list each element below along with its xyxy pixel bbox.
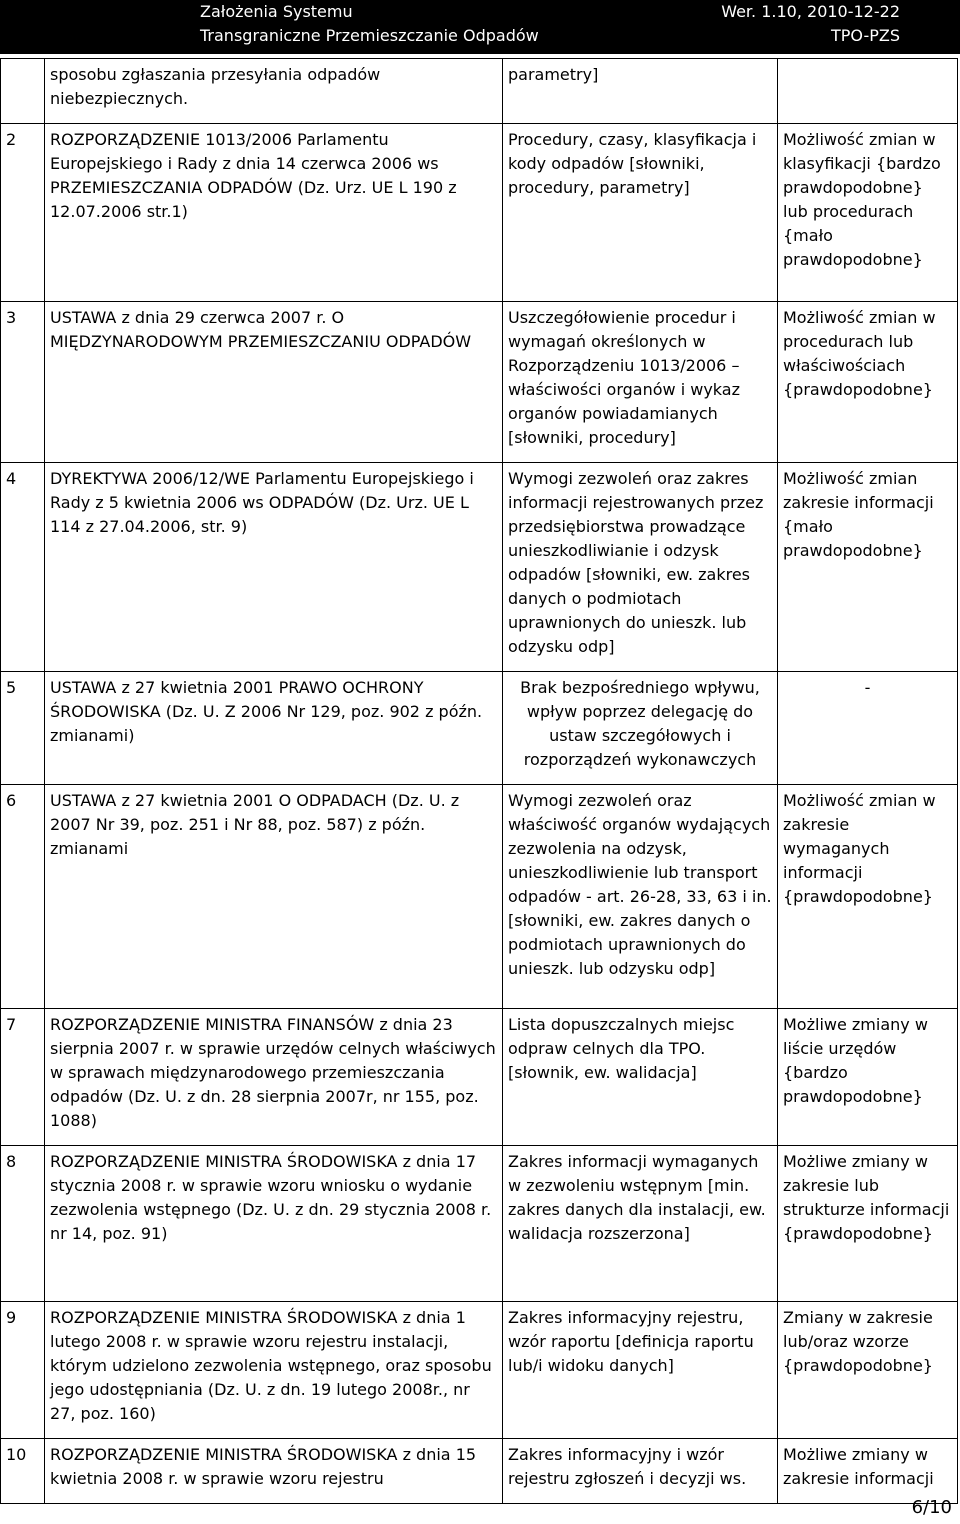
change-likelihood: Możliwość zmian w procedurach lub właściwościach {prawdopodobne} — [778, 302, 958, 463]
change-likelihood: Możliwość zmian w zakresie wymaganych informacji {prawdopodobne} — [778, 785, 958, 1009]
system-impact-description: Procedury, czasy, klasyfikacja i kody odpadów [słowniki, procedury, parametry] — [503, 124, 778, 302]
row-number — [1, 59, 45, 124]
change-likelihood: Możliwe zmiany w liście urzędów {bardzo prawdopodobne} — [778, 1009, 958, 1146]
change-likelihood: Możliwość zmian zakresie informacji {mało prawdopodobne} — [778, 463, 958, 672]
table-row — [1, 463, 958, 672]
system-impact-description: Wymogi zezwoleń oraz właściwość organów wydających zezwolenia na odzysk, unieszkodliwienie lub transport odpadów - art. 26-28, 33, 63 i in. [słowniki, ew. zakres danych o podmiotach uprawnionych do unieszk. lub odzysku odp] — [503, 785, 778, 1009]
legal-act: ROZPORZĄDZENIE MINISTRA ŚRODOWISKA z dnia 15 kwietnia 2008 r. w sprawie wzoru rejestru — [45, 1439, 503, 1504]
document-version: Wer. 1.10, 2010-12-22 — [721, 2, 900, 21]
page-header — [0, 0, 960, 54]
system-impact-description: Wymogi zezwoleń oraz zakres informacji rejestrowanych przez przedsiębiorstwa prowadzące unieszkodliwianie i odzysk odpadów [słowniki, ew. zakres danych o podmiotach uprawnionych do unieszk. lub odzysku odp] — [503, 463, 778, 672]
table-row — [1, 672, 958, 785]
system-impact-description: Uszczegółowienie procedur i wymagań określonych w Rozporządzeniu 1013/2006 – właściwości organów i wykaz organów powiadamianych [słowniki, procedury] — [503, 302, 778, 463]
system-impact-description: Zakres informacyjny i wzór rejestru zgłoszeń i decyzji ws. — [503, 1439, 778, 1504]
change-likelihood: - — [778, 672, 958, 785]
change-likelihood: Możliwe zmiany w zakresie lub strukturze informacji {prawdopodobne} — [778, 1146, 958, 1302]
system-impact-description: parametry] — [503, 59, 778, 124]
document-code: TPO-PZS — [831, 26, 900, 45]
system-impact-description: Lista dopuszczalnych miejsc odpraw celnych dla TPO. [słownik, ew. walidacja] — [503, 1009, 778, 1146]
legal-act: ROZPORZĄDZENIE MINISTRA ŚRODOWISKA z dnia 17 stycznia 2008 r. w sprawie wzoru wniosku o wydanie zezwolenia wstępnego (Dz. U. z dn. 29 stycznia 2008 r. nr 14, poz. 91) — [45, 1146, 503, 1302]
row-number: 4 — [1, 463, 45, 672]
table-row — [1, 1009, 958, 1146]
system-impact-description: Zakres informacji wymaganych w zezwoleniu wstępnym [min. zakres danych dla instalacji, ew. walidacja rozszerzona] — [503, 1146, 778, 1302]
table-row — [1, 124, 958, 302]
table-row — [1, 302, 958, 463]
table-row — [1, 1439, 958, 1504]
legal-act: DYREKTYWA 2006/12/WE Parlamentu Europejskiego i Rady z 5 kwietnia 2006 ws ODPADÓW (Dz. Urz. UE L 114 z 27.04.2006, str. 9) — [45, 463, 503, 672]
row-number: 9 — [1, 1302, 45, 1439]
table-row — [1, 785, 958, 1009]
change-likelihood: Możliwe zmiany w zakresie informacji — [778, 1439, 958, 1504]
change-likelihood: Możliwość zmian w klasyfikacji {bardzo prawdopodobne} lub procedurach {mało prawdopodobne} — [778, 124, 958, 302]
table-row — [1, 1302, 958, 1439]
system-impact-description: Zakres informacyjny rejestru, wzór raportu [definicja raportu lub/i widoku danych] — [503, 1302, 778, 1439]
legal-act: USTAWA z 27 kwietnia 2001 O ODPADACH (Dz. U. z 2007 Nr 39, poz. 251 i Nr 88, poz. 587) z późn. zmianami — [45, 785, 503, 1009]
regulations-table — [0, 58, 958, 1504]
legal-act: ROZPORZĄDZENIE 1013/2006 Parlamentu Europejskiego i Rady z dnia 14 czerwca 2006 ws PRZEMIESZCZANIA ODPADÓW (Dz. Urz. UE L 190 z 12.07.2006 str.1) — [45, 124, 503, 302]
legal-act: sposobu zgłaszania przesyłania odpadów niebezpiecznych. — [45, 59, 503, 124]
row-number: 7 — [1, 1009, 45, 1146]
table-row — [1, 1146, 958, 1302]
legal-act: ROZPORZĄDZENIE MINISTRA ŚRODOWISKA z dnia 1 lutego 2008 r. w sprawie wzoru rejestru instalacji, którym udzielono zezwolenia wstępnego, oraz sposobu jego udostępniania (Dz. U. z dn. 19 lutego 2008r., nr 27, poz. 160) — [45, 1302, 503, 1439]
row-number: 5 — [1, 672, 45, 785]
change-likelihood: Zmiany w zakresie lub/oraz wzorze {prawdopodobne} — [778, 1302, 958, 1439]
change-likelihood — [778, 59, 958, 124]
document-subtitle: Transgraniczne Przemieszczanie Odpadów — [200, 26, 539, 45]
legal-act: ROZPORZĄDZENIE MINISTRA FINANSÓW z dnia 23 sierpnia 2007 r. w sprawie urzędów celnych właściwych w sprawach międzynarodowego przemieszczania odpadów (Dz. U. z dn. 28 sierpnia 2007r, nr 155, poz. 1088) — [45, 1009, 503, 1146]
row-number: 2 — [1, 124, 45, 302]
page-number: 6/10 — [911, 1497, 952, 1518]
row-number: 3 — [1, 302, 45, 463]
table-row — [1, 59, 958, 124]
row-number: 8 — [1, 1146, 45, 1302]
document-title: Założenia Systemu — [200, 2, 353, 21]
system-impact-description: Brak bezpośredniego wpływu, wpływ poprzez delegację do ustaw szczegółowych i rozporządzeń wykonawczych — [503, 672, 778, 785]
row-number: 6 — [1, 785, 45, 1009]
legal-act: USTAWA z dnia 29 czerwca 2007 r. O MIĘDZYNARODOWYM PRZEMIESZCZANIU ODPADÓW — [45, 302, 503, 463]
row-number: 10 — [1, 1439, 45, 1504]
legal-act: USTAWA z 27 kwietnia 2001 PRAWO OCHRONY ŚRODOWISKA (Dz. U. Z 2006 Nr 129, poz. 902 z późn. zmianami) — [45, 672, 503, 785]
